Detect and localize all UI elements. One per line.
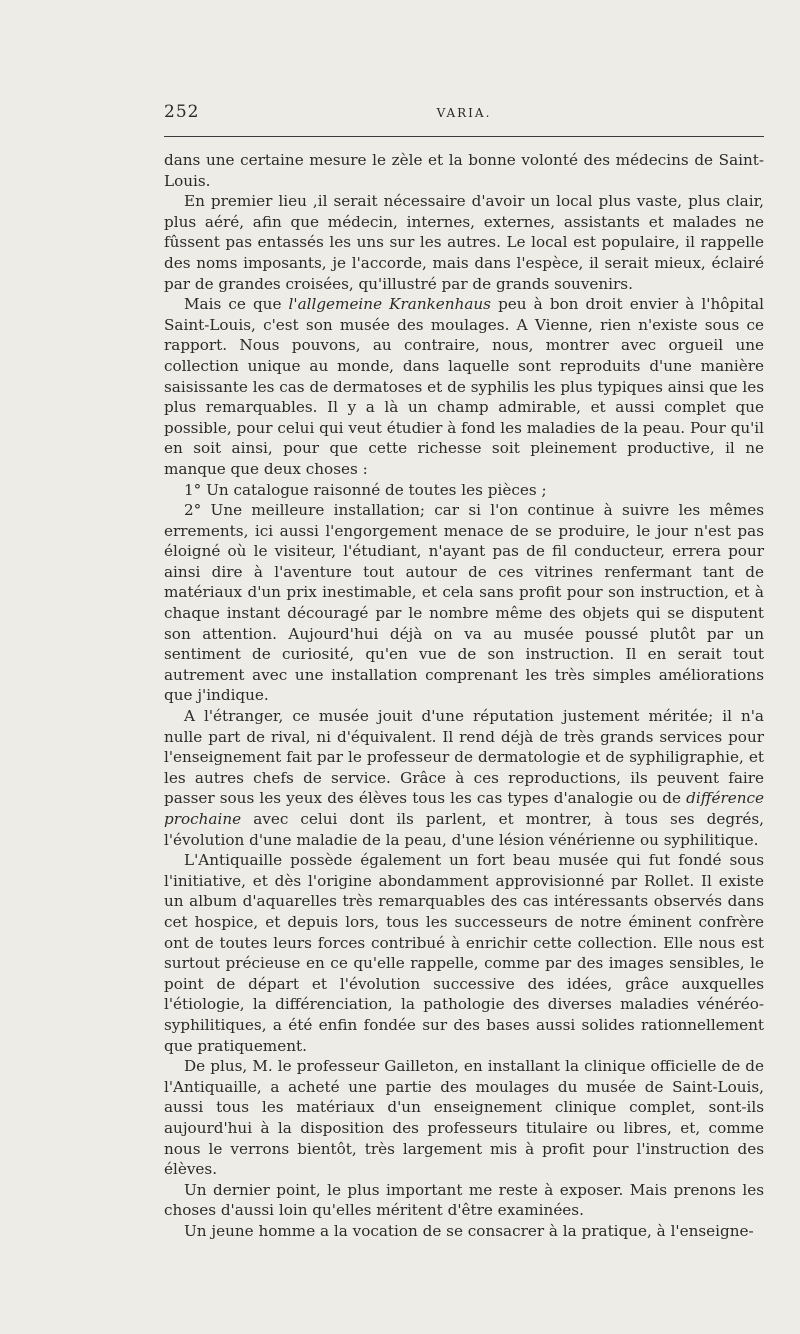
body-text [164, 150, 764, 1241]
paragraph: dans une certaine mesure le zèle et la bonne volonté des médecins de Saint-Louis. [164, 151, 764, 190]
header-rule [164, 136, 764, 137]
paragraph: En premier lieu ,il serait nécessaire d'avoir un local plus vaste, plus clair, plus aéré, afin que médecin, internes, externes, assistants et malades ne fûssent pas entassés les uns sur les autres. Le local est populaire, il rappelle des noms imposants, je l'accorde, mais dans l'espèce, il serait mieux, éclairé par de grandes croisées, qu'illustré par de grands souvenirs. [164, 192, 764, 293]
list-item: 2° Une meilleure installation; car si l'on continue à suivre les mêmes errements, ici aussi l'engorgement menace de se produire, le jour n'est pas éloigné où le visiteur, l'étudiant, n'ayant pas de fil conducteur, errera pour ainsi dire à l'aventure tout autour de ces vitrines renfermant tant de matériaux d'un prix inestimable, et cela sans profit pour son instruction, et à chaque instant découragé par le nombre même des objets qui se disputent son attention. Aujourd'hui déjà on va au musée poussé plutôt par un sentiment de curiosité, qu'en vue de son instruction. Il en serait tout autrement avec une installation comprenant les très simples améliorations que j'indique. [164, 501, 764, 705]
text-run: avec celui dont ils parlent, et montrer, à tous ses degrés, l'évolution d'une maladie de la peau, d'une lésion vénérienne ou syphilitique. [164, 810, 764, 849]
page-number: 252 [164, 102, 200, 122]
running-title: VARIA. [436, 106, 492, 120]
paragraph: Un jeune homme a la vocation de se consacrer à la pratique, à l'enseigne- [184, 1221, 754, 1240]
text-run: A l'étranger, ce musée jouit d'une réputation justement méritée; il n'a nulle part de rival, ni d'équivalent. Il rend déjà de très grands services pour l'enseignement fait par le professeur de dermatologie et de syphiligraphie, et les autres chefs de service. Grâce à ces reproductions, ils peuvent faire passer sous les yeux des élèves tous les cas types d'analogie ou de [164, 707, 764, 808]
italic-phrase: l'allgemeine Krankenhaus [288, 295, 491, 314]
paragraph [164, 706, 764, 850]
paragraph: Un dernier point, le plus important me reste à exposer. Mais prenons les choses d'aussi loin qu'elles méritent d'être examinées. [164, 1180, 764, 1220]
italic-phrase: différence prochaine [164, 789, 764, 828]
running-head [164, 102, 764, 128]
paragraph: De plus, M. le professeur Gailleton, en installant la clinique officielle de de l'Antiquaille, a acheté une partie des moulages du musée de Saint-Louis, aussi tous les matériaux d'un enseignement clinique complet, sont-ils aujourd'hui à la disposition des professeurs titulaire ou libres, et, comme nous le verrons bientôt, très largement mis à profit pour l'instruction des élèves. [164, 1057, 764, 1179]
paragraph: L'Antiquaille possède également un fort beau musée qui fut fondé sous l'initiative, et dès l'origine abondamment approvisionné par Rollet. Il existe un album d'aquarelles très remarquables des cas intéressants observés dans cet hospice, et depuis lors, tous les successeurs de notre éminent confrère ont de toutes leurs forces contribué à enrichir cette collection. Elle nous est surtout précieuse en ce qu'elle rappelle, comme par des images sensibles, le point de départ et l'évolution successive des idées, grâce auxquelles l'étiologie, la différenciation, la pathologie des diverses maladies vénéréo-syphilitiques, a été enfin fondée sur des bases aussi solides rationnellement que pratiquement. [164, 851, 764, 1055]
list-item: 1° Un catalogue raisonné de toutes les pièces ; [184, 480, 547, 499]
text-run: peu à bon droit envier à l'hôpital Saint-Louis, c'est son musée des moulages. A Vienne, rien n'existe sous ce rapport. Nous pouvons, au contraire, nous, montrer avec orgueil une collection unique au monde, dans laquelle sont reproduits d'une manière saisissante les cas de dermatoses et de syphilis les plus typiques ainsi que les plus remarquables. Il y a là un champ admirable, et aussi complet que possible, pour celui qui veut étudier à fond les maladies de la peau. Pour qu'il en soit ainsi, pour que cette richesse soit pleinement productive, il ne manque que deux choses : [164, 295, 764, 478]
paragraph [164, 294, 764, 479]
text-run: Mais ce que [184, 295, 289, 314]
